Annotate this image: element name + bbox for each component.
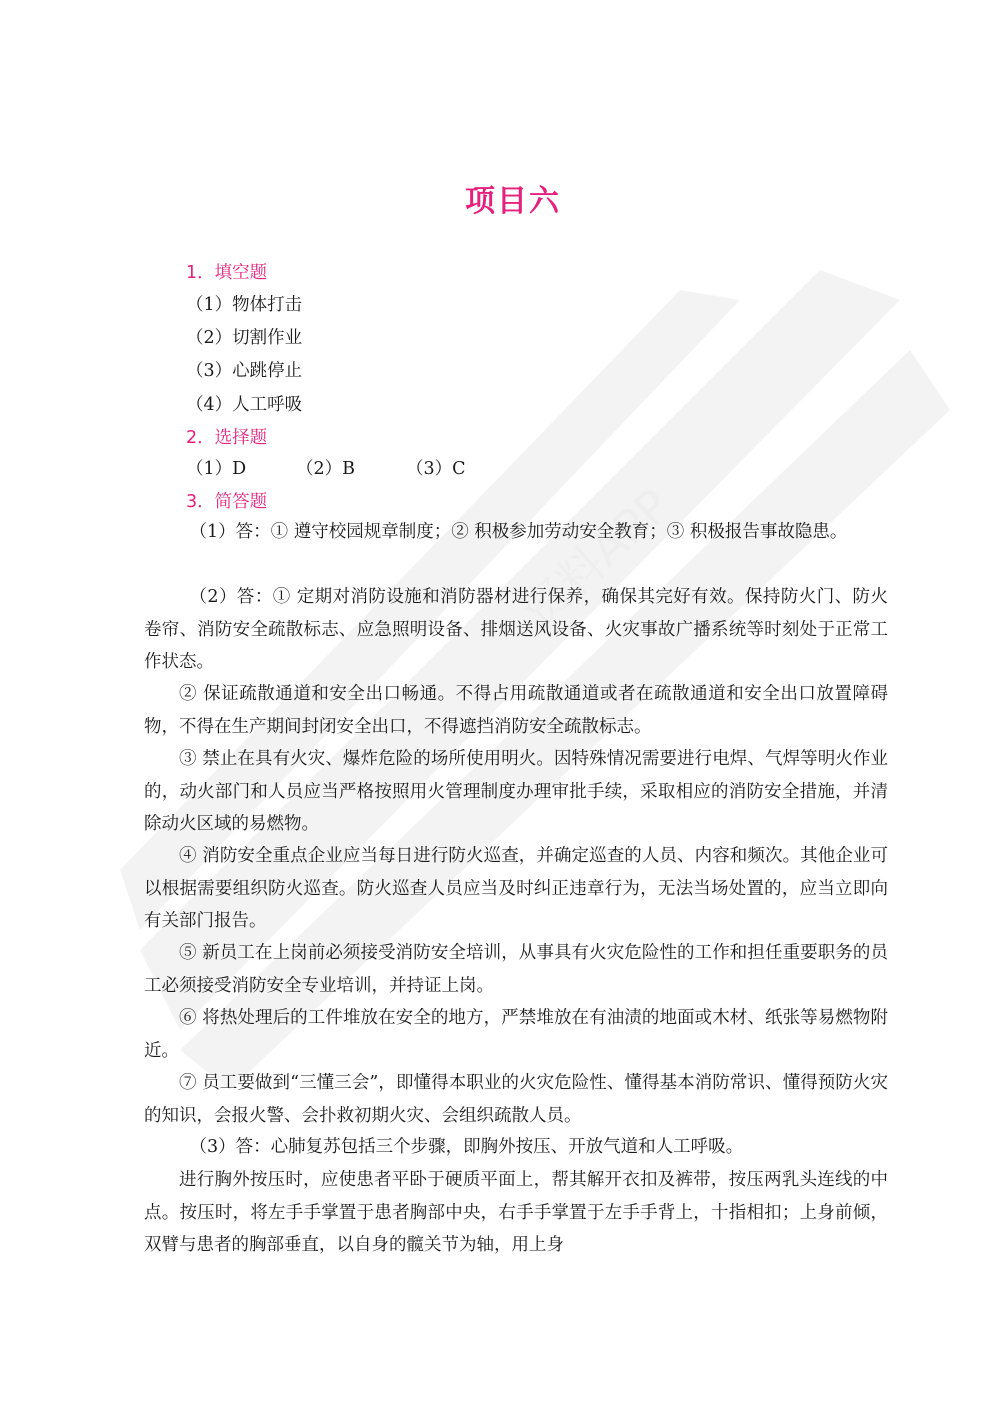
fill-answer-4: （4）人工呼吸 bbox=[186, 395, 303, 415]
answer-paragraph-1: （1）答：① 遵守校园规章制度；② 积极参加劳动安全教育；③ 积极报告事故隐患。 bbox=[189, 522, 848, 542]
section-heading-choice: 2．选择题 bbox=[186, 428, 268, 448]
answer-paragraph-2-6: ⑥ 将热处理后的工件堆放在安全的地方，严禁堆放在有油渍的地面或木材、纸张等易燃物附近。 bbox=[144, 1008, 888, 1061]
fill-answer-1: （1）物体打击 bbox=[186, 295, 303, 315]
choice-answer-1: （1）D bbox=[186, 459, 247, 479]
answer-paragraph-2-3: ③ 禁止在具有火灾、爆炸危险的场所使用明火。因特殊情况需要进行电焊、气焊等明火作业的，动火部门和人员应当严格按照用火管理制度办理审批手续，采取相应的消防安全措施，并清除动火区域的易燃物。 bbox=[144, 749, 888, 834]
choice-answer-2: （2）B bbox=[296, 459, 355, 479]
fill-answer-2: （2）切割作业 bbox=[186, 328, 303, 348]
answer-paragraph-3: （3）答：心肺复苏包括三个步骤，即胸外按压、开放气道和人工呼吸。 bbox=[189, 1137, 744, 1157]
answer-paragraph-2-2: ② 保证疏散通道和安全出口畅通。不得占用疏散通道或者在疏散通道和安全出口放置障碍物，不得在生产期间封闭安全出口，不得遮挡消防安全疏散标志。 bbox=[144, 684, 888, 737]
answer-paragraph-2-5: ⑤ 新员工在上岗前必须接受消防安全培训，从事具有火灾危险性的工作和担任重要职务的员工必须接受消防安全专业培训，并持证上岗。 bbox=[144, 943, 888, 996]
fill-answer-3: （3）心跳停止 bbox=[186, 361, 303, 381]
section-heading-short-answer: 3．简答题 bbox=[186, 492, 268, 512]
answer-paragraph-2-4: ④ 消防安全重点企业应当每日进行防火巡查，并确定巡查的人员、内容和频次。其他企业可以根据需要组织防火巡查。防火巡查人员应当及时纠正违章行为，无法当场处置的，应当立即向有关部门报告。 bbox=[144, 846, 888, 931]
answer-paragraph-2-7: ⑦ 员工要做到“三懂三会”，即懂得本职业的火灾危险性、懂得基本消防常识、懂得预防火灾的知识，会报火警、会扑救初期火灾、会组织疏散人员。 bbox=[144, 1073, 888, 1126]
answer-paragraph-2: （2）答：① 定期对消防设施和消防器材进行保养，确保其完好有效。保持防火门、防火卷帘、消防安全疏散标志、应急照明设备、排烟送风设备、火灾事故广播系统等时刻处于正常工作状态。 bbox=[144, 587, 888, 672]
watermark-text: 资料APP bbox=[511, 478, 681, 639]
answer-paragraph-3-2: 进行胸外按压时，应使患者平卧于硬质平面上，帮其解开衣扣及裤带，按压两乳头连线的中点。按压时，将左手手掌置于患者胸部中央，右手手掌置于左手手背上，十指相扣；上身前倾，双臂与患者的胸部垂直，以自身的髋关节为轴，用上身 bbox=[144, 1170, 888, 1255]
page-title: 项目六 bbox=[465, 184, 561, 219]
choice-answer-3: （3）C bbox=[406, 459, 466, 479]
section-heading-fill-in: 1．填空题 bbox=[186, 263, 268, 283]
